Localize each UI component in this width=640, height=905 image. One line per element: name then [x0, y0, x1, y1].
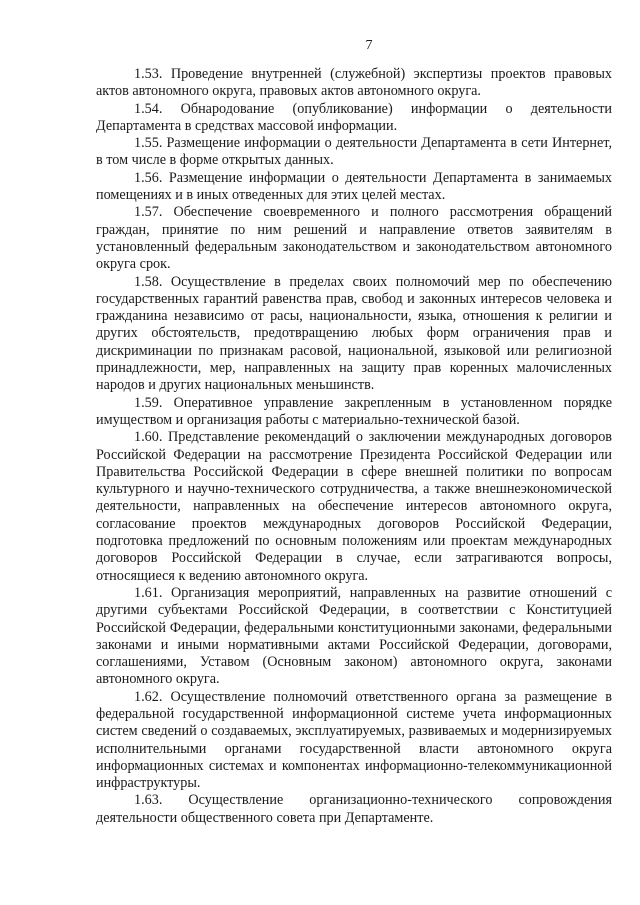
paragraph: 1.58. Осуществление в пределах своих полномочий мер по обеспечению государственных гарантий равенства прав, свобод и законных интересов человека и гражданина независимо от расы, национальности, языка, отношения к религии и других обстоятельств, предотвращению любых форм ограничения прав и дискриминации по признакам расовой, национальной, языковой или религиозной принадлежности, мер, направленных на защиту прав коренных малочисленных народов и других национальных меньшинств. [96, 273, 612, 394]
paragraph: 1.63. Осуществление организационно-технического сопровождения деятельности общественного совета при Департаменте. [96, 792, 612, 826]
paragraph: 1.59. Оперативное управление закрепленным в установленном порядке имуществом и организация работы с материально-технической базой. [96, 394, 612, 428]
paragraph: 1.62. Осуществление полномочий ответственного органа за размещение в федеральной государственной информационной системе учета информационных систем сведений о создаваемых, эксплуатируемых, развиваемых и модернизируемых исполнительными органами государственной власти автономного округа информационных системах и компонентах информационно-телекоммуникационной инфраструктуры. [96, 688, 612, 792]
paragraph: 1.56. Размещение информации о деятельности Департамента в занимаемых помещениях и в иных отведенных для этих целей местах. [96, 169, 612, 204]
page-number: 7 [365, 38, 373, 53]
paragraph: 1.57. Обеспечение своевременного и полного рассмотрения обращений граждан, принятие по ним решений и направление ответов заявителям в установленный федеральным законодательством и законодательством автономного округа срок. [96, 204, 612, 273]
paragraph: 1.55. Размещение информации о деятельности Департамента в сети Интернет, в том числе в форме открытых данных. [96, 135, 612, 169]
document-body [96, 66, 612, 827]
paragraph: 1.60. Представление рекомендаций о заключении международных договоров Российской Федерации на рассмотрение Президента Российской Федерации или Правительства Российской Федерации в сфере внешней политики по вопросам культурного и научно-технического сотрудничества, а также внешнеэкономической деятельности, направленных на обеспечение интересов автономного округа, согласование проектов международных договоров Российской Федерации, подготовка предложений по основным положениям или проектам международных договоров Российской Федерации в случае, если затрагиваются вопросы, относящиеся к ведению автономного округа. [96, 429, 612, 584]
paragraph: 1.61. Организация мероприятий, направленных на развитие отношений с другими субъектами Российской Федерации, в соответствии с Конституцией Российской Федерации, федеральными конституционными законами, федеральными законами и иными нормативными актами Российской Федерации, договорами, соглашениями, Уставом (Основным законом) автономного округа, законами автономного округа. [96, 584, 612, 688]
paragraph: 1.53. Проведение внутренней (служебной) экспертизы проектов правовых актов автономного округа, правовых актов автономного округа. [96, 66, 612, 100]
paragraph: 1.54. Обнародование (опубликование) информации о деятельности Департамента в средствах массовой информации. [96, 100, 612, 134]
